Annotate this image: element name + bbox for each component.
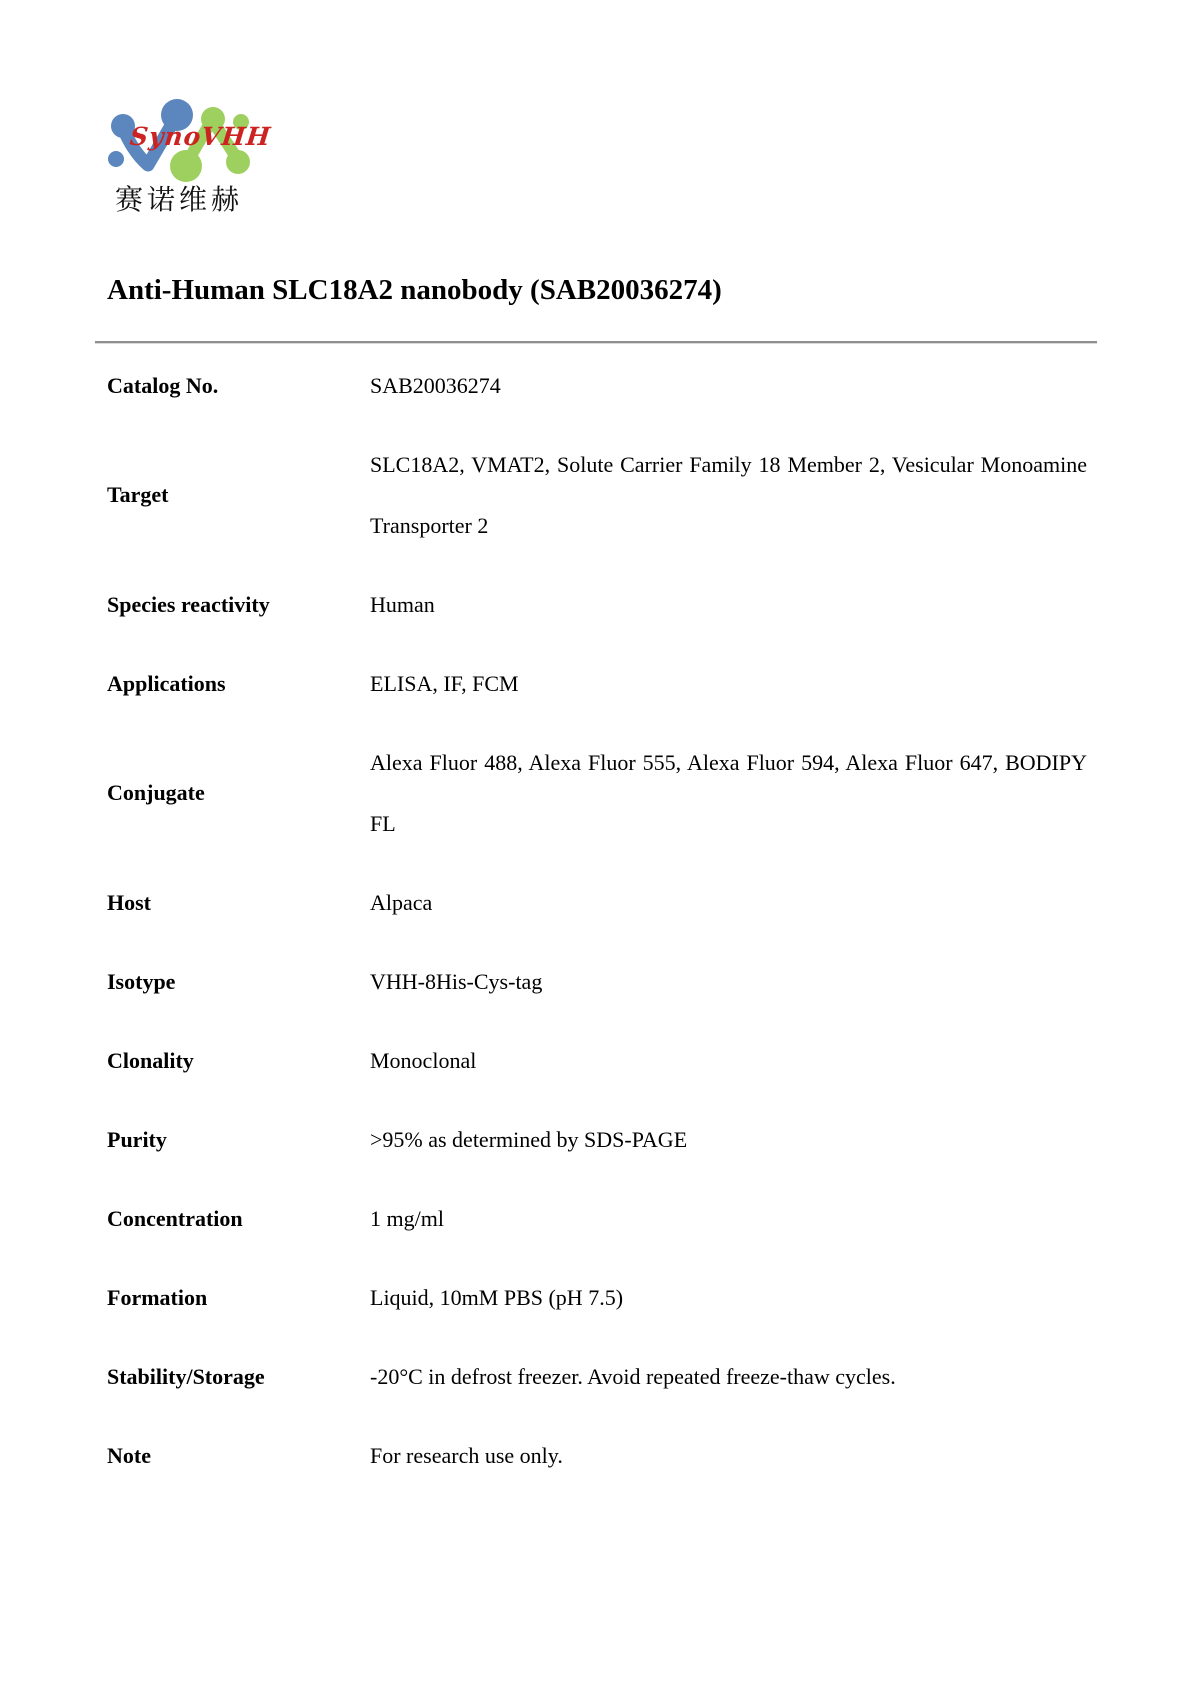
table-row bbox=[107, 942, 1087, 1021]
row-label: Target bbox=[107, 482, 169, 507]
table-row bbox=[107, 1179, 1087, 1258]
row-label: Applications bbox=[107, 670, 226, 696]
spec-table bbox=[107, 346, 1087, 1495]
row-value: SAB20036274 bbox=[370, 373, 501, 398]
brand-chinese-text: 赛诺维赫 bbox=[115, 184, 244, 215]
row-label: Note bbox=[107, 1442, 151, 1468]
brand-script-text: SynoVHH bbox=[128, 122, 273, 151]
row-value: ELISA, IF, FCM bbox=[370, 671, 519, 696]
row-label: Isotype bbox=[107, 968, 176, 994]
row-label: Species reactivity bbox=[107, 591, 270, 617]
row-label: Stability/Storage bbox=[107, 1363, 265, 1389]
row-value: Monoclonal bbox=[370, 1048, 477, 1073]
row-label: Conjugate bbox=[107, 780, 205, 805]
row-value: Alpaca bbox=[370, 890, 433, 915]
table-row bbox=[107, 565, 1087, 644]
table-row bbox=[107, 346, 1087, 425]
row-label: Clonality bbox=[107, 1047, 194, 1073]
table-row bbox=[107, 863, 1087, 942]
table-row bbox=[107, 1021, 1087, 1100]
table-row bbox=[107, 1100, 1087, 1179]
row-value: -20°C in defrost freezer. Avoid repeated freeze-thaw cycles. bbox=[370, 1364, 896, 1389]
table-row bbox=[107, 723, 1087, 863]
row-value: Alexa Fluor 488, Alexa Fluor 555, Alexa Fluor 594, Alexa Fluor 647, BODIPY FL bbox=[370, 750, 1087, 836]
row-value: Human bbox=[370, 592, 435, 617]
company-logo bbox=[100, 96, 273, 221]
row-value: 1 mg/ml bbox=[370, 1206, 444, 1231]
row-value: VHH-8His-Cys-tag bbox=[370, 969, 543, 994]
row-label: Formation bbox=[107, 1284, 208, 1310]
row-value: Liquid, 10mM PBS (pH 7.5) bbox=[370, 1285, 624, 1310]
row-value: For research use only. bbox=[370, 1443, 563, 1468]
title-divider bbox=[95, 341, 1097, 344]
row-label: Catalog No. bbox=[107, 372, 219, 398]
row-label: Concentration bbox=[107, 1205, 243, 1231]
row-value: SLC18A2, VMAT2, Solute Carrier Family 18 Member 2, Vesicular Monoamine Transporter 2 bbox=[370, 452, 1087, 538]
row-label: Host bbox=[107, 889, 151, 915]
table-row bbox=[107, 644, 1087, 723]
table-row bbox=[107, 1416, 1087, 1495]
row-label: Purity bbox=[107, 1126, 167, 1152]
page-title: Anti-Human SLC18A2 nanobody (SAB20036274) bbox=[107, 274, 722, 306]
row-value: >95% as determined by SDS-PAGE bbox=[370, 1127, 688, 1152]
table-row bbox=[107, 1258, 1087, 1337]
table-row bbox=[107, 425, 1087, 565]
table-row bbox=[107, 1337, 1087, 1416]
